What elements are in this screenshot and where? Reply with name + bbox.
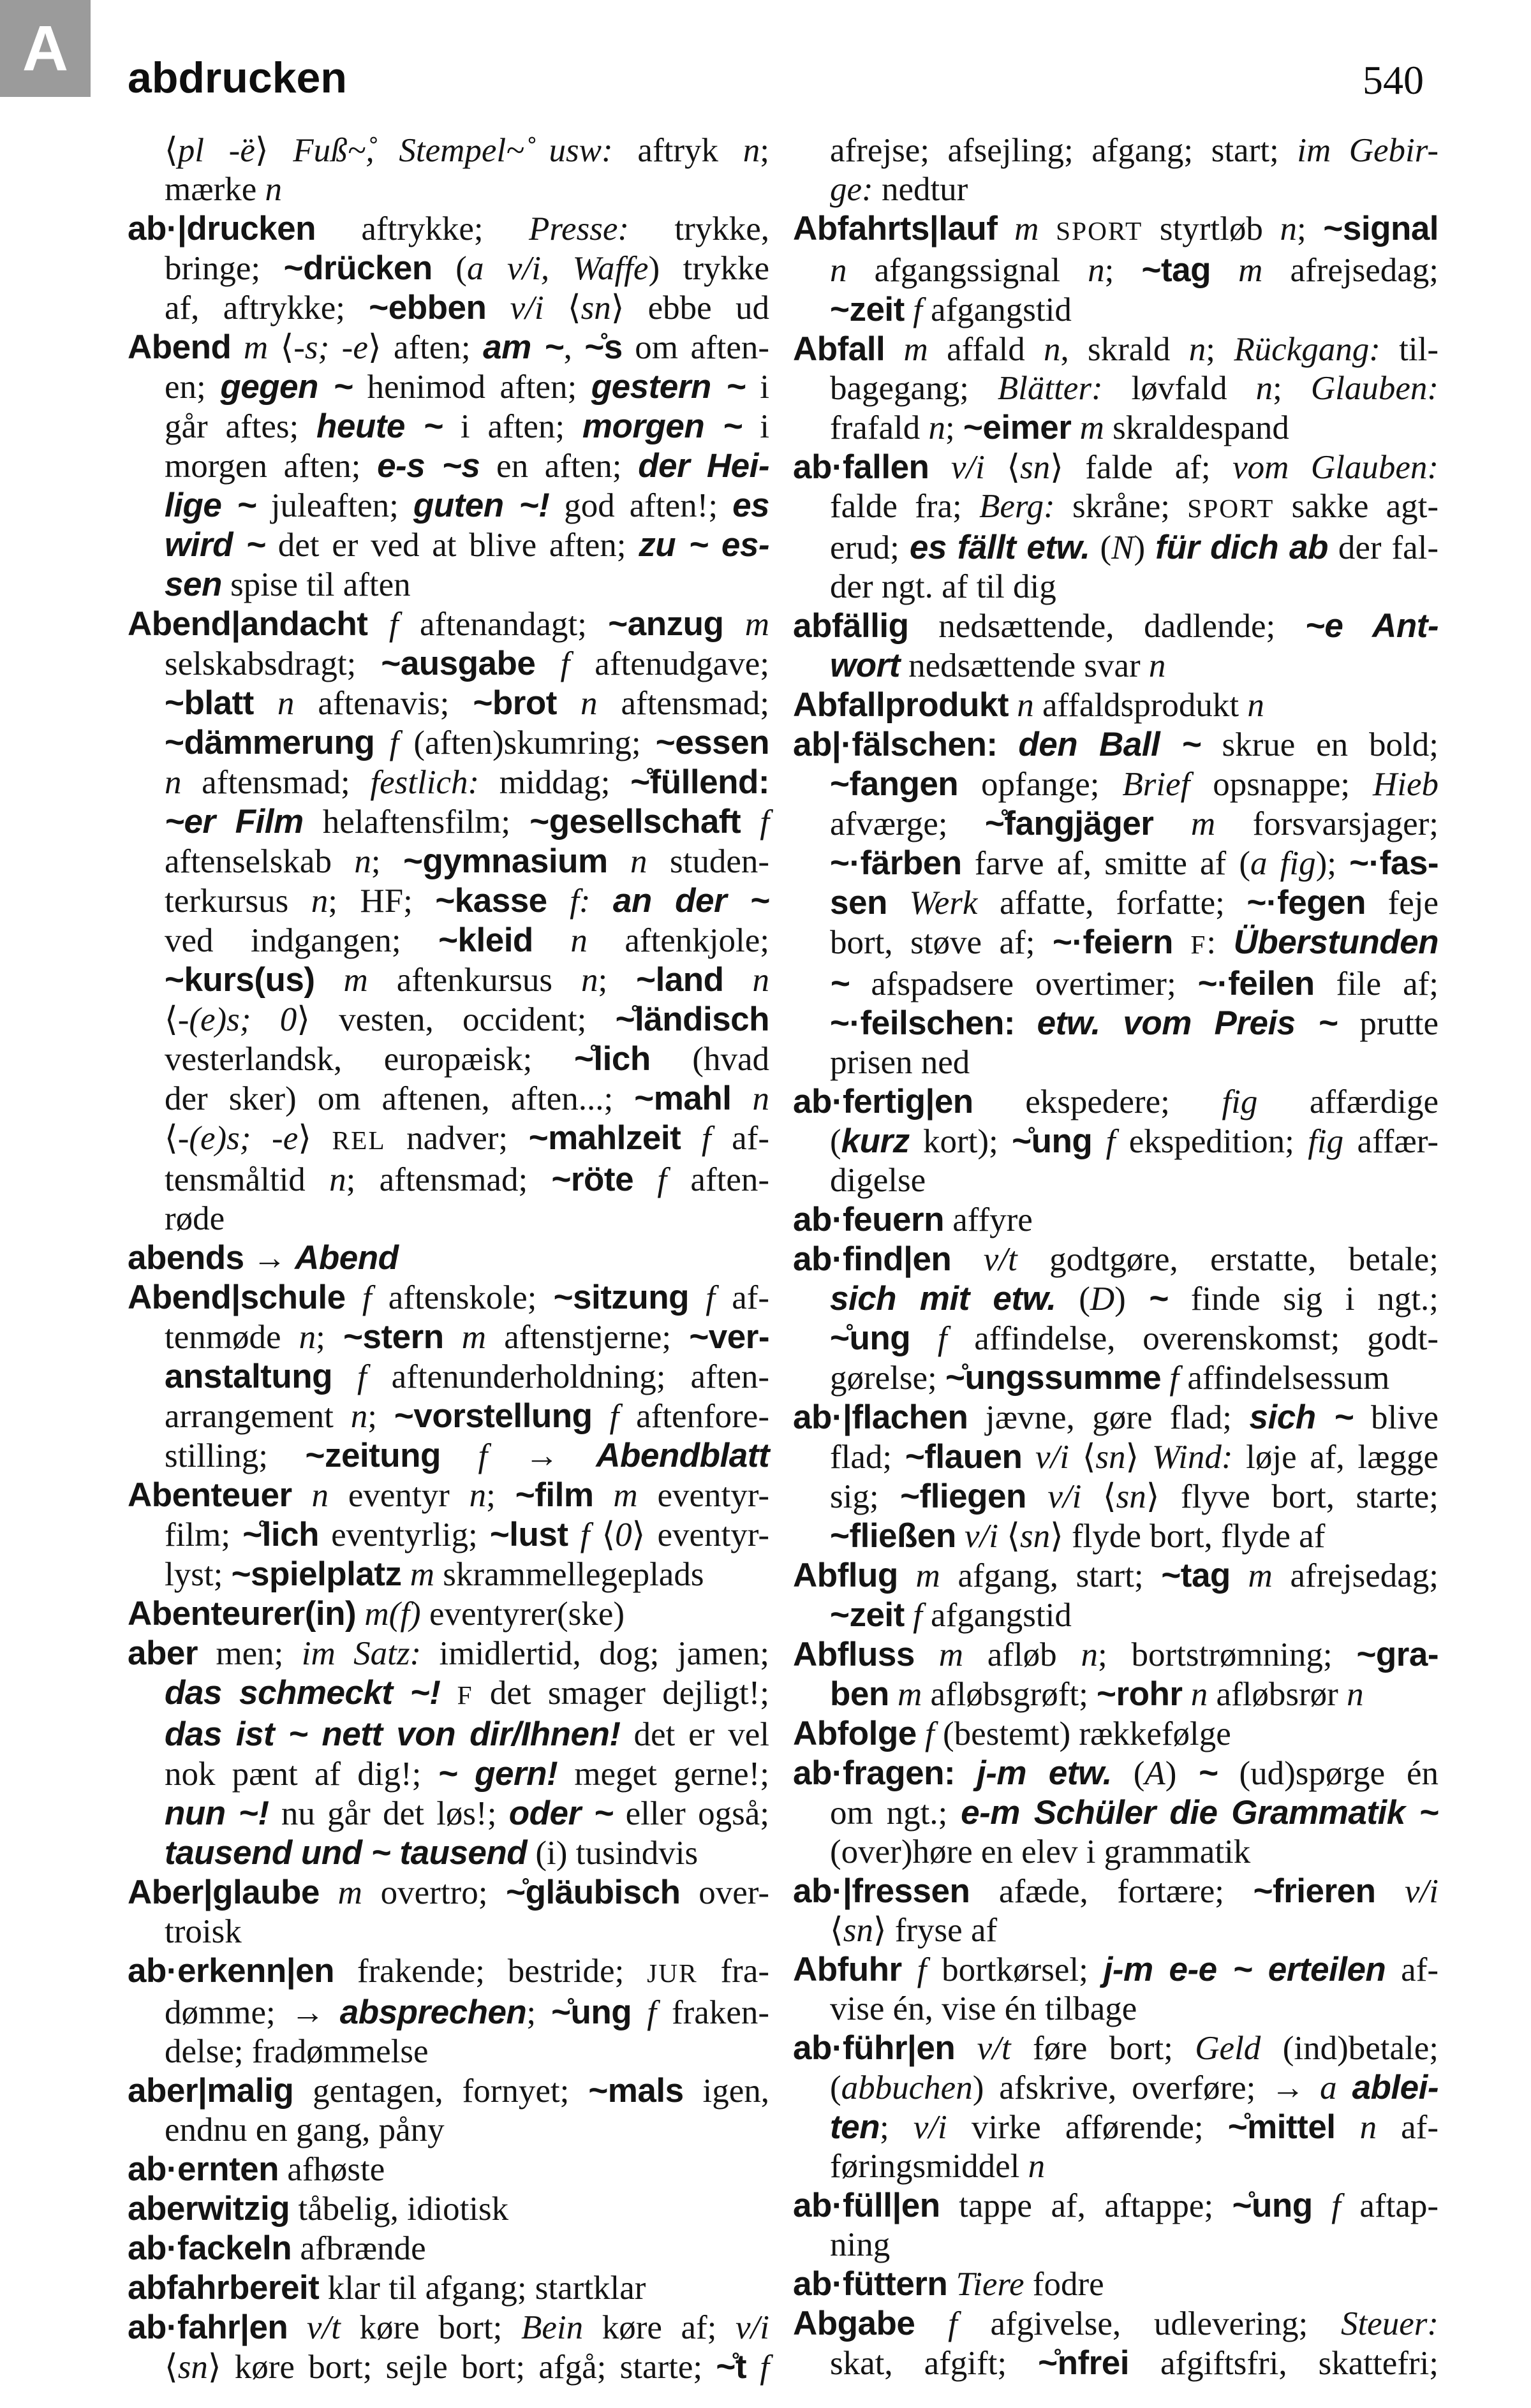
dictionary-line: bagegang; Blätter: løvfald n; Glauben: (830, 370, 1439, 407)
dictionary-line: erud; es fällt etw. (N) für dich ab der fal- (830, 529, 1439, 566)
dictionary-line: der ngt. af til dig (830, 568, 1056, 605)
dictionary-line: Abfahrts|lauf m SPORT styrtløb n; ~signal (793, 210, 1439, 247)
dictionary-line: aberwitzig tåbelig, idiotisk (128, 2190, 509, 2228)
dictionary-line: ~ afspadsere overtimer; ~·feilen file af; (830, 965, 1439, 1002)
dictionary-line: bort, støve af; ~·feiern F: Überstunden (830, 923, 1439, 961)
page-number: 540 (1363, 57, 1424, 103)
dictionary-line: ning (830, 2226, 891, 2263)
letter-tab-label: A (22, 13, 69, 84)
dictionary-line: ab·fallen v/i ⟨sn⟩ falde af; vom Glauben: (793, 448, 1439, 486)
dictionary-line: frafald n; ~eimer m skraldespand (830, 409, 1289, 446)
dictionary-line: Abend|schule f aftenskole; ~sitzung f af- (128, 1279, 770, 1316)
dictionary-line: ab·füll|en tappe af, aftappe; ~̊ung f aftap- (793, 2187, 1439, 2224)
dictionary-line: ⟨sn⟩ køre bort; sejle bort; afgå; starte; ~̊t f (165, 2348, 770, 2386)
dictionary-line: das schmeckt ~! F det smager dejligt!; (165, 1674, 769, 1712)
dictionary-line: abfahrbereit klar til afgang; startklar (128, 2269, 646, 2307)
dictionary-line: prisen ned (830, 1044, 970, 1081)
dictionary-line: (over)høre en elev i grammatik (830, 1833, 1251, 1870)
dictionary-line: ab·|fressen afæde, fortære; ~frieren v/i (793, 1872, 1439, 1910)
dictionary-line: digelse (830, 1162, 926, 1199)
dictionary-line: tensmåltid n; aftensmad; ~röte f aften- (165, 1161, 769, 1198)
dictionary-line: ⟨-(e)s; -e⟩ REL nadver; ~mahlzeit f af- (165, 1119, 770, 1157)
dictionary-line: ⟨-(e)s; 0⟩ vesten, occident; ~̊ländisch (165, 1001, 770, 1038)
dictionary-line: n afgangssignal n; ~tag m afrejsedag; (830, 251, 1439, 289)
dictionary-line: Abfuhr f bortkørsel; j-m e-e ~ erteilen af- (793, 1951, 1439, 1988)
dictionary-line: ten; v/i virke afførende; ~̊mittel n af- (830, 2108, 1439, 2146)
dictionary-line: (kurz kort); ~̊ung f ekspedition; fig affær- (830, 1122, 1439, 1160)
dictionary-line: delse; fradømmelse (165, 2033, 429, 2070)
dictionary-line: ~dämmerung f (aften)skumring; ~essen (165, 724, 770, 761)
letter-tab (0, 0, 91, 97)
dictionary-line: Abgabe f afgivelse, udlevering; Steuer: (793, 2305, 1439, 2342)
dictionary-line: gørelse; ~̊ungssumme f affindelsessum (830, 1359, 1390, 1397)
dictionary-line: lige ~ juleaften; guten ~! god aften!; es (165, 487, 770, 524)
dictionary-line: mærke n (165, 171, 282, 208)
running-headword: abdrucken (128, 54, 347, 102)
dictionary-line: ~er Film helaftensfilm; ~gesellschaft f (165, 803, 769, 841)
dictionary-line: ge: nedtur (830, 171, 968, 208)
dictionary-line: der sker) om aftenen, aften...; ~mahl n (165, 1080, 770, 1117)
dictionary-line: Abend|andacht f aftenandagt; ~anzug m (128, 605, 770, 643)
dictionary-line: flad; ~flauen v/i ⟨sn⟩ Wind: løje af, lægge (830, 1438, 1439, 1476)
dictionary-line: Abflug m afgang, start; ~tag m afrejsedag; (793, 1557, 1439, 1594)
dictionary-line: falde fra; Berg: skråne; SPORT sakke agt- (830, 488, 1439, 525)
dictionary-line: Abfallprodukt n affaldsprodukt n (793, 686, 1264, 724)
dictionary-line: ab·führ|en v/t føre bort; Geld (ind)betale; (793, 2029, 1439, 2067)
dictionary-line: aber|malig gentagen, fornyet; ~mals igen, (128, 2072, 769, 2110)
dictionary-line: røde (165, 1200, 225, 1237)
dictionary-line: afværge; ~̊fangjäger m forsvarsjager; (830, 805, 1439, 842)
dictionary-line: ab|·fälschen: den Ball ~ skrue en bold; (793, 726, 1439, 763)
dictionary-line: ~̊ung f affindelse, overenskomst; godt- (830, 1319, 1439, 1357)
dictionary-line: sich mit etw. (D) ~ finde sig i ngt.; (830, 1280, 1439, 1318)
dictionary-line: wird ~ det er ved at blive aften; zu ~ es- (165, 526, 769, 564)
dictionary-line: Abfolge f (bestemt) rækkefølge (793, 1715, 1231, 1752)
dictionary-line: ben m afløbsgrøft; ~rohr n afløbsrør n (830, 1675, 1364, 1713)
dictionary-line: endnu en gang, påny (165, 2111, 445, 2148)
dictionary-line: går aftes; heute ~ i aften; morgen ~ i (165, 407, 769, 445)
dictionary-line: morgen aften; e-s ~s en aften; der Hei- (165, 447, 769, 485)
dictionary-line: ~fangen opfange; Brief opsnappe; Hieb (830, 765, 1439, 803)
dictionary-line: n aftensmad; festlich: middag; ~̊füllend: (165, 763, 769, 801)
dictionary-line: terkursus n; HF; ~kasse f: an der ~ (165, 882, 770, 920)
dictionary-line: tausend und ~ tausend (i) tusindvis (165, 1834, 699, 1872)
dictionary-line: abends → Abend (128, 1239, 399, 1277)
dictionary-line: føringsmiddel n (830, 2148, 1046, 2185)
dictionary-line: lyst; ~spielplatz m skrammellegeplads (165, 1555, 704, 1593)
dictionary-line: af, aftrykke; ~ebben v/i ⟨sn⟩ ebbe ud (165, 289, 769, 327)
dictionary-line: ab·feuern affyre (793, 1201, 1033, 1238)
dictionary-line: nok pænt af dig!; ~ gern! meget gerne!; (165, 1755, 769, 1793)
dictionary-line: ab·fragen: j-m etw. (A) ~ (ud)spørge én (793, 1754, 1439, 1792)
dictionary-line: abfällig nedsættende, dadlende; ~e Ant- (793, 607, 1439, 645)
dictionary-line: en; gegen ~ henimod aften; gestern ~ i (165, 368, 769, 406)
dictionary-line: sen Werk affatte, forfatte; ~·fegen feje (830, 884, 1439, 921)
dictionary-line: selskabsdragt; ~ausgabe f aftenudgave; (165, 645, 769, 682)
dictionary-line: ab·find|en v/t godtgøre, erstatte, betale; (793, 1240, 1439, 1278)
dictionary-line: om ngt.; e-m Schüler die Grammatik ~ (830, 1794, 1439, 1832)
dictionary-line: ~kurs(us) m aftenkursus n; ~land n (165, 961, 769, 999)
dictionary-line: sen spise til aften (165, 566, 411, 603)
dictionary-line: troisk (165, 1913, 242, 1950)
dictionary-line: ~fließen v/i ⟨sn⟩ flyde bort, flyde af (830, 1517, 1326, 1555)
dictionary-line: vise én, vise én tilbage (830, 1990, 1137, 2027)
dictionary-line: ab·fertig|en ekspedere; fig affærdige (793, 1083, 1439, 1120)
dictionary-line: afrejse; afsejling; afgang; start; im Gebir- (830, 132, 1439, 169)
dictionary-line: ab·erkenn|en frakende; bestride; JUR fra- (128, 1952, 769, 1990)
dictionary-line: vesterlandsk, europæisk; ~̊lich (hvad (165, 1040, 769, 1078)
dictionary-line: Abenteuer n eventyr n; ~film m eventyr- (128, 1476, 769, 1514)
dictionary-line: aftenselskab n; ~gymnasium n studen- (165, 842, 770, 880)
dictionary-line: ved indgangen; ~kleid n aftenkjole; (165, 921, 769, 959)
dictionary-line: Abenteurer(in) m(f) eventyrer(ske) (128, 1595, 625, 1633)
dictionary-line: ab·fahr|en v/t køre bort; Bein køre af; v/i (128, 2309, 769, 2346)
dictionary-line: skat, afgift; ~̊nfrei afgiftsfri, skattefri; (830, 2344, 1439, 2382)
dictionary-line: tenmøde n; ~stern m aftenstjerne; ~ver- (165, 1318, 770, 1356)
dictionary-line: ~zeit f afgangstid (830, 1596, 1072, 1634)
dictionary-line: ab·füttern Tiere fodre (793, 2265, 1104, 2303)
dictionary-line: aber men; im Satz: imidlertid, dog; jamen; (128, 1634, 769, 1672)
dictionary-line: ~blatt n aftenavis; ~brot n aftensmad; (165, 684, 770, 722)
dictionary-line: ~·färben farve af, smitte af (a fig); ~·fas- (830, 844, 1439, 882)
column-left (128, 131, 769, 2387)
dictionary-line: ~zeit f afgangstid (830, 291, 1072, 328)
dictionary-line: ⟨pl -̈e⟩ Fuß~̊, Stempel~̊ usw: aftryk n; (165, 132, 769, 169)
dictionary-line: ⟨sn⟩ fryse af (830, 1912, 998, 1949)
dictionary-line: Abfluss m afløb n; bortstrømning; ~gra- (793, 1636, 1439, 1673)
column-right (793, 131, 1439, 2383)
dictionary-line: ab·ernten afhøste (128, 2150, 385, 2188)
dictionary-line: ab·|drucken aftrykke; Presse: trykke, (128, 210, 769, 247)
dictionary-line: anstaltung f aftenunderholdning; aften- (165, 1358, 770, 1395)
dictionary-line: das ist ~ nett von dir/Ihnen! det er vel (165, 1715, 769, 1753)
dictionary-line: Abfall m affald n, skrald n; Rückgang: til- (793, 330, 1439, 368)
dictionary-line: sig; ~fliegen v/i ⟨sn⟩ flyve bort, starte; (830, 1478, 1439, 1515)
dictionary-line: (abbuchen) afskrive, overføre; → a ablei- (830, 2069, 1439, 2106)
dictionary-line: nun ~! nu går det løs!; oder ~ eller også; (165, 1795, 769, 1832)
dictionary-line: stilling; ~zeitung f → Abendblatt (165, 1437, 769, 1474)
dictionary-line: ab·|flachen jævne, gøre flad; sich ~ blive (793, 1399, 1439, 1436)
dictionary-line: wort nedsættende svar n (830, 647, 1166, 684)
dictionary-line: Abend m ⟨-s; -e⟩ aften; am ~, ~̊s om aften- (128, 328, 770, 366)
dictionary-line: ~·feilschen: etw. vom Preis ~ prutte (830, 1004, 1439, 1042)
dictionary-line: arrangement n; ~vorstellung f aftenfore- (165, 1397, 769, 1435)
dictionary-line: Aber|glaube m overtro; ~̊gläubisch over- (128, 1874, 769, 1911)
dictionary-line: bringe; ~drücken (a v/i, Waffe) trykke (165, 249, 769, 287)
dictionary-line: ab·fackeln afbrænde (128, 2229, 426, 2267)
dictionary-line: dømme; → absprechen; ~̊ung f fraken- (165, 1993, 769, 2031)
dictionary-line: film; ~̊lich eventyrlig; ~lust f ⟨0⟩ eventyr- (165, 1516, 769, 1553)
